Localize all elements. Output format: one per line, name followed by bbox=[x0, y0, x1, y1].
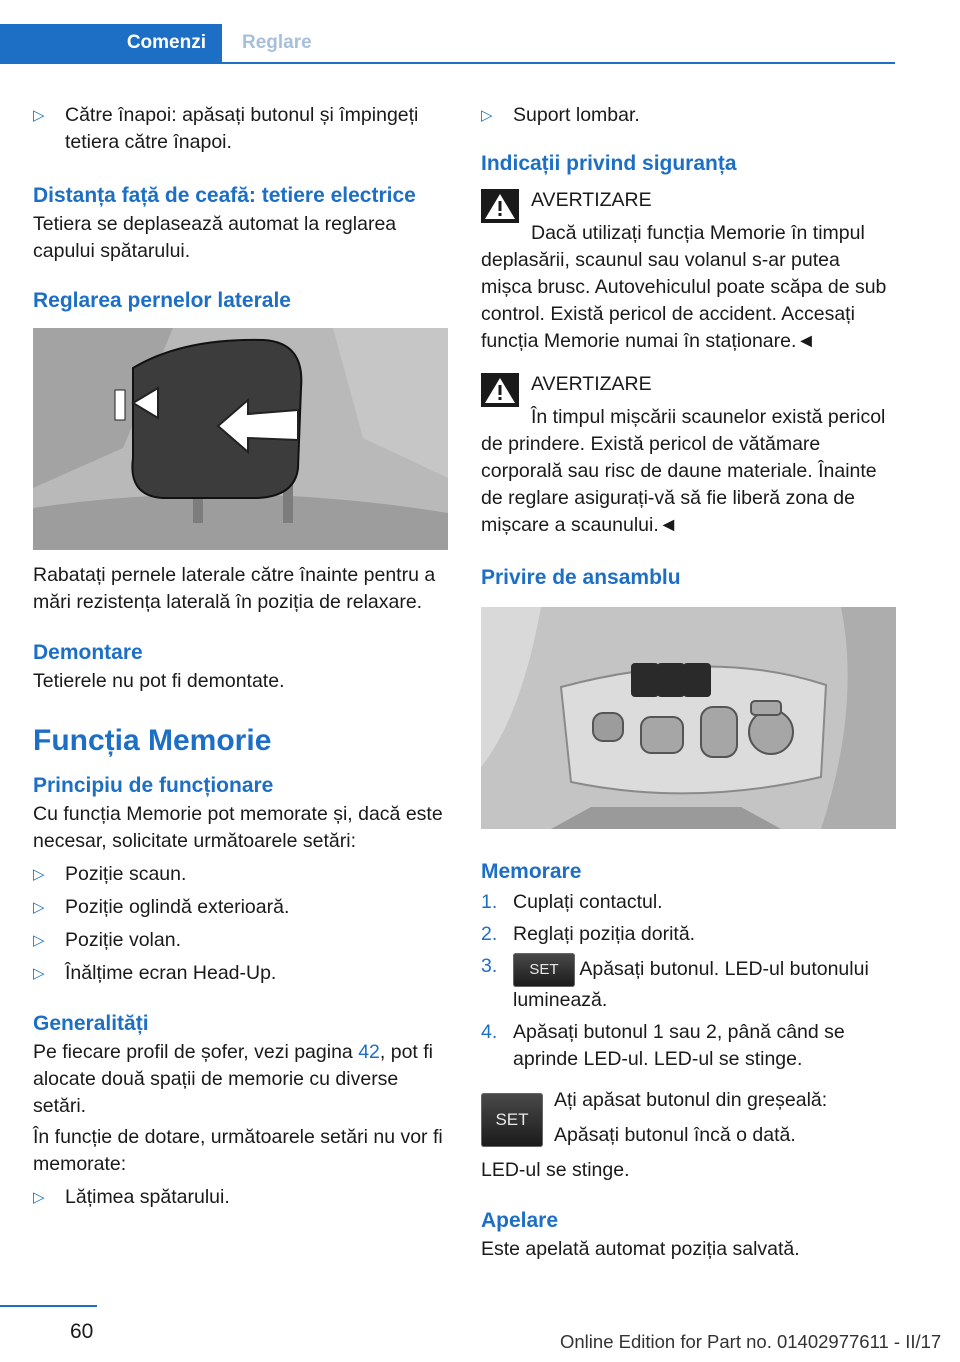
paragraph: În funcție de dotare, următoarele setări nu vor fi memorate: bbox=[33, 1126, 443, 1175]
heading-side-cushions: Reglarea pernelor laterale bbox=[33, 289, 291, 312]
warning-icon bbox=[481, 373, 519, 407]
tab-comenzi[interactable]: Comenzi bbox=[0, 24, 222, 62]
warning-text: Dacă utilizați funcția Memorie în timpul deplasării, scaunul sau volanul s-ar putea mișca brusc. Autovehiculul poate scăpa de sub control. Există pericol de accident. Accesați funcția Memorie numai în staționare.◄ bbox=[481, 222, 887, 352]
list-item: 4. Apăsați butonul 1 sau 2, până când se aprinde LED-ul. LED-ul se stinge. bbox=[481, 1021, 845, 1070]
paragraph: Tetiera se deplasează automat la reglarea capului spătarului. bbox=[33, 213, 397, 262]
settings-list bbox=[33, 861, 448, 987]
header-bar bbox=[0, 24, 895, 64]
list-item: ▷ Poziție volan. bbox=[33, 927, 448, 954]
heading-memory: Funcția Memorie bbox=[33, 724, 272, 757]
edition-note: Online Edition for Part no. 01402977611 - II/17 bbox=[560, 1331, 942, 1352]
paragraph: Rabatați pernele laterale către înainte pentru a mări rezistența laterală în poziția de relaxare. bbox=[33, 564, 436, 613]
list-item: ▷ Poziție oglindă exterioară. bbox=[33, 894, 448, 921]
triangle-bullet-icon: ▷ bbox=[481, 107, 493, 124]
left-column bbox=[33, 102, 448, 1211]
paragraph: Cu funcția Memorie pot memorate și, dacă este necesar, solicitate următoarele setări: bbox=[33, 803, 443, 852]
heading-distance: Distanța față de ceafă: tetiere electrice bbox=[33, 184, 416, 207]
paragraph: Este apelată automat poziția salvată. bbox=[481, 1238, 800, 1260]
triangle-bullet-icon: ▷ bbox=[33, 107, 45, 124]
tab-reglare[interactable]: Reglare bbox=[242, 32, 312, 53]
list-item: 2. Reglați poziția dorită. bbox=[481, 923, 696, 945]
note-block: SET Ați apăsat butonul din greșeală: Apăsați butonul încă o dată. bbox=[481, 1087, 896, 1155]
headrest-side-cushions-figure bbox=[33, 328, 448, 550]
right-column bbox=[481, 102, 896, 1263]
warning-block: AVERTIZARE bbox=[481, 371, 896, 398]
page-link[interactable]: 42 bbox=[358, 1041, 380, 1063]
triangle-bullet-icon: ▷ bbox=[33, 866, 45, 883]
heading-safety: Indicații privind siguranța bbox=[481, 152, 737, 175]
list-item: ▷ Înălțime ecran Head-Up. bbox=[33, 960, 448, 987]
set-button-icon: SET bbox=[481, 1093, 543, 1147]
paragraph: LED-ul se stinge. bbox=[481, 1159, 630, 1181]
list-item: ▷ Către înapoi: apăsați butonul și împingeți tetiera către înapoi. bbox=[33, 104, 419, 153]
heading-overview: Privire de ansamblu bbox=[481, 566, 681, 589]
triangle-bullet-icon: ▷ bbox=[33, 965, 45, 982]
steps-list bbox=[481, 889, 896, 1073]
warning-text: În timpul mișcării scaunelor există pericol de prindere. Există pericol de vătămare corporală sau risc de daune materiale. Înainte de reglare asigurați-vă să fie liberă zona de mișcare a scaunului.◄ bbox=[481, 406, 886, 536]
list-item: ▷ Poziție scaun. bbox=[33, 861, 448, 888]
triangle-bullet-icon: ▷ bbox=[33, 932, 45, 949]
heading-principle: Principiu de funcționare bbox=[33, 774, 274, 797]
list-item: 3. SET Apăsați butonul. LED-ul butonului luminează. bbox=[481, 955, 869, 1011]
triangle-bullet-icon: ▷ bbox=[33, 1189, 45, 1206]
list-item: ▷ Suport lombar. bbox=[481, 102, 896, 129]
warning-block: AVERTIZARE bbox=[481, 187, 896, 214]
list-item: 1. Cuplați contactul. bbox=[481, 891, 663, 913]
seat-control-panel-figure bbox=[481, 607, 896, 829]
list-item: ▷ Lățimea spătarului. bbox=[33, 1184, 448, 1211]
triangle-bullet-icon: ▷ bbox=[33, 899, 45, 916]
paragraph: Pe fiecare profil de șofer, vezi pagina 42, pot fi alocate două spații de memorie cu diverse setări. bbox=[33, 1041, 434, 1117]
warning-icon bbox=[481, 189, 519, 223]
heading-general: Generalități bbox=[33, 1012, 149, 1035]
footer-rule bbox=[0, 1305, 97, 1307]
set-button-icon: SET bbox=[513, 953, 575, 987]
heading-store: Memorare bbox=[481, 860, 582, 883]
heading-remove: Demontare bbox=[33, 641, 143, 664]
heading-recall: Apelare bbox=[481, 1209, 559, 1232]
page-number: 60 bbox=[70, 1320, 94, 1343]
paragraph: Tetierele nu pot fi demontate. bbox=[33, 670, 285, 692]
